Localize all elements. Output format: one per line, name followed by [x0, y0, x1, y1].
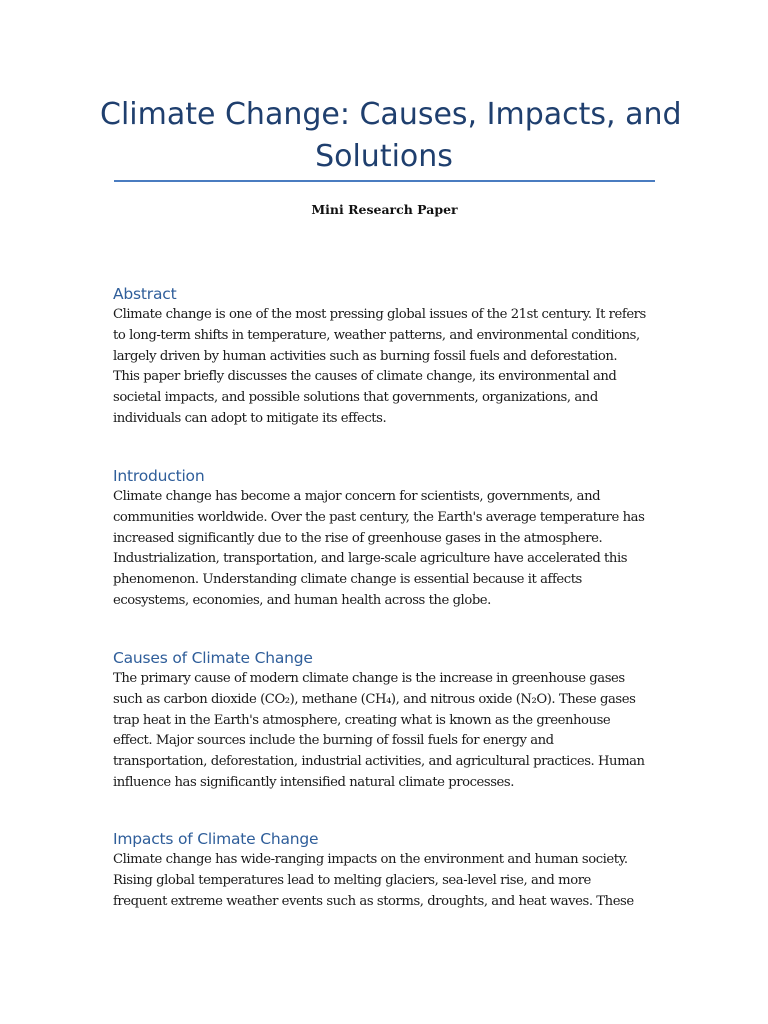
body-line: trap heat in the Earth's atmosphere, creating what is known as the greenhouse — [113, 712, 611, 728]
section-heading: Introduction — [113, 467, 205, 485]
section-body — [113, 850, 658, 912]
body-line: frequent extreme weather events such as storms, droughts, and heat waves. These — [113, 893, 634, 909]
body-line: individuals can adopt to mitigate its effects. — [113, 410, 387, 426]
section-introduction — [113, 465, 658, 612]
body-line: effect. Major sources include the burning of fossil fuels for energy and — [113, 733, 554, 749]
body-line: This paper briefly discusses the causes of climate change, its environmental and — [113, 369, 617, 385]
body-line: largely driven by human activities such as burning fossil fuels and deforestation. — [113, 348, 618, 364]
document-subtitle: Mini Research Paper — [311, 202, 458, 217]
body-line: such as carbon dioxide (CO₂), methane (CH₄), and nitrous oxide (N₂O). These gases — [113, 691, 636, 707]
section-body — [113, 487, 658, 612]
section-abstract — [113, 283, 658, 430]
section-heading: Causes of Climate Change — [113, 649, 313, 667]
document-title — [100, 94, 682, 178]
body-line: Climate change has wide-ranging impacts on the environment and human society. — [113, 852, 628, 867]
body-line: to long-term shifts in temperature, weather patterns, and environmental conditions, — [113, 327, 640, 343]
title-line: Solutions — [315, 139, 453, 174]
body-line: transportation, deforestation, industrial activities, and agricultural practices. Human — [113, 754, 645, 770]
body-line: phenomenon. Understanding climate change is essential because it affects — [113, 572, 582, 588]
body-line: increased significantly due to the rise of greenhouse gases in the atmosphere. — [113, 530, 603, 546]
body-line: societal impacts, and possible solutions that governments, organizations, and — [113, 390, 598, 406]
body-line: Industrialization, transportation, and large-scale agriculture have accelerated this — [113, 551, 628, 567]
body-line: communities worldwide. Over the past century, the Earth's average temperature has — [113, 509, 645, 525]
body-line: The primary cause of modern climate change is the increase in greenhouse gases — [113, 671, 625, 686]
section-heading: Impacts of Climate Change — [113, 830, 319, 848]
section-causes — [113, 647, 658, 794]
title-underline-rule — [114, 180, 655, 182]
section-heading: Abstract — [113, 285, 177, 303]
body-line: Rising global temperatures lead to melting glaciers, sea-level rise, and more — [113, 872, 591, 888]
body-line: influence has significantly intensified natural climate processes. — [113, 774, 514, 790]
section-body — [113, 305, 658, 430]
title-line: Climate Change: Causes, Impacts, and — [100, 97, 682, 132]
body-line: Climate change has become a major concern for scientists, governments, and — [113, 489, 601, 504]
body-line: Climate change is one of the most pressing global issues of the 21st century. It refers — [113, 307, 646, 322]
section-impacts — [113, 828, 658, 912]
body-line: ecosystems, economies, and human health across the globe. — [113, 592, 491, 608]
section-body — [113, 669, 658, 794]
